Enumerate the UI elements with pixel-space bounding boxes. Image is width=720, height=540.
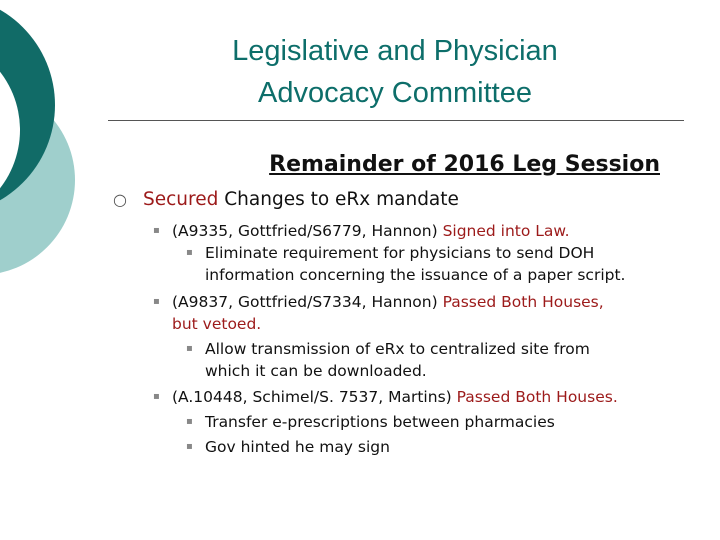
sub-item-line-1: Eliminate requirement for physicians to send DOH: [205, 244, 595, 262]
bill-status: Signed into Law.: [442, 222, 570, 240]
bill-item-a9335: [153, 220, 570, 242]
sub-item-line-2: information concerning the issuance of a paper script.: [205, 266, 626, 284]
sub-item: [186, 436, 390, 458]
bill-status-cont: but vetoed.: [172, 315, 262, 333]
square-bullet-icon: ▪: [186, 343, 193, 354]
bill-item-a9837: [153, 291, 604, 335]
sub-item: [186, 338, 590, 382]
square-bullet-icon: ▪: [153, 391, 160, 402]
bill-status: Passed Both Houses,: [442, 293, 604, 311]
section-heading: Remainder of 2016 Leg Session: [269, 152, 660, 177]
secured-highlight: Secured: [143, 189, 219, 210]
sub-item: [186, 411, 555, 433]
sub-item-line-1: Allow transmission of eRx to centralized site from: [205, 340, 590, 358]
secured-text: Changes to eRx mandate: [218, 189, 459, 210]
square-bullet-icon: ▪: [186, 416, 193, 427]
square-bullet-icon: ▪: [153, 225, 160, 236]
title-line-2: Advocacy Committee: [258, 77, 532, 109]
bill-ref: (A9837, Gottfried/S7334, Hannon): [172, 293, 443, 311]
bill-ref: (A9335, Gottfried/S6779, Hannon): [172, 222, 443, 240]
bullet-secured: [113, 187, 459, 213]
title-line-1: Legislative and Physician: [232, 35, 558, 67]
square-bullet-icon: ▪: [186, 247, 193, 258]
sub-item-line-2: which it can be downloaded.: [205, 362, 427, 380]
bill-ref: (A.10448, Schimel/S. 7537, Martins): [172, 388, 457, 406]
circle-bullet-icon: ○: [113, 190, 127, 209]
bill-status: Passed Both Houses.: [456, 388, 618, 406]
square-bullet-icon: ▪: [186, 441, 193, 452]
square-bullet-icon: ▪: [153, 296, 160, 307]
sub-item-line-1: Transfer e-prescriptions between pharmacies: [205, 413, 555, 431]
bill-item-a10448: [153, 386, 618, 408]
sub-item-line-1: Gov hinted he may sign: [205, 438, 390, 456]
sub-item: [186, 242, 626, 286]
